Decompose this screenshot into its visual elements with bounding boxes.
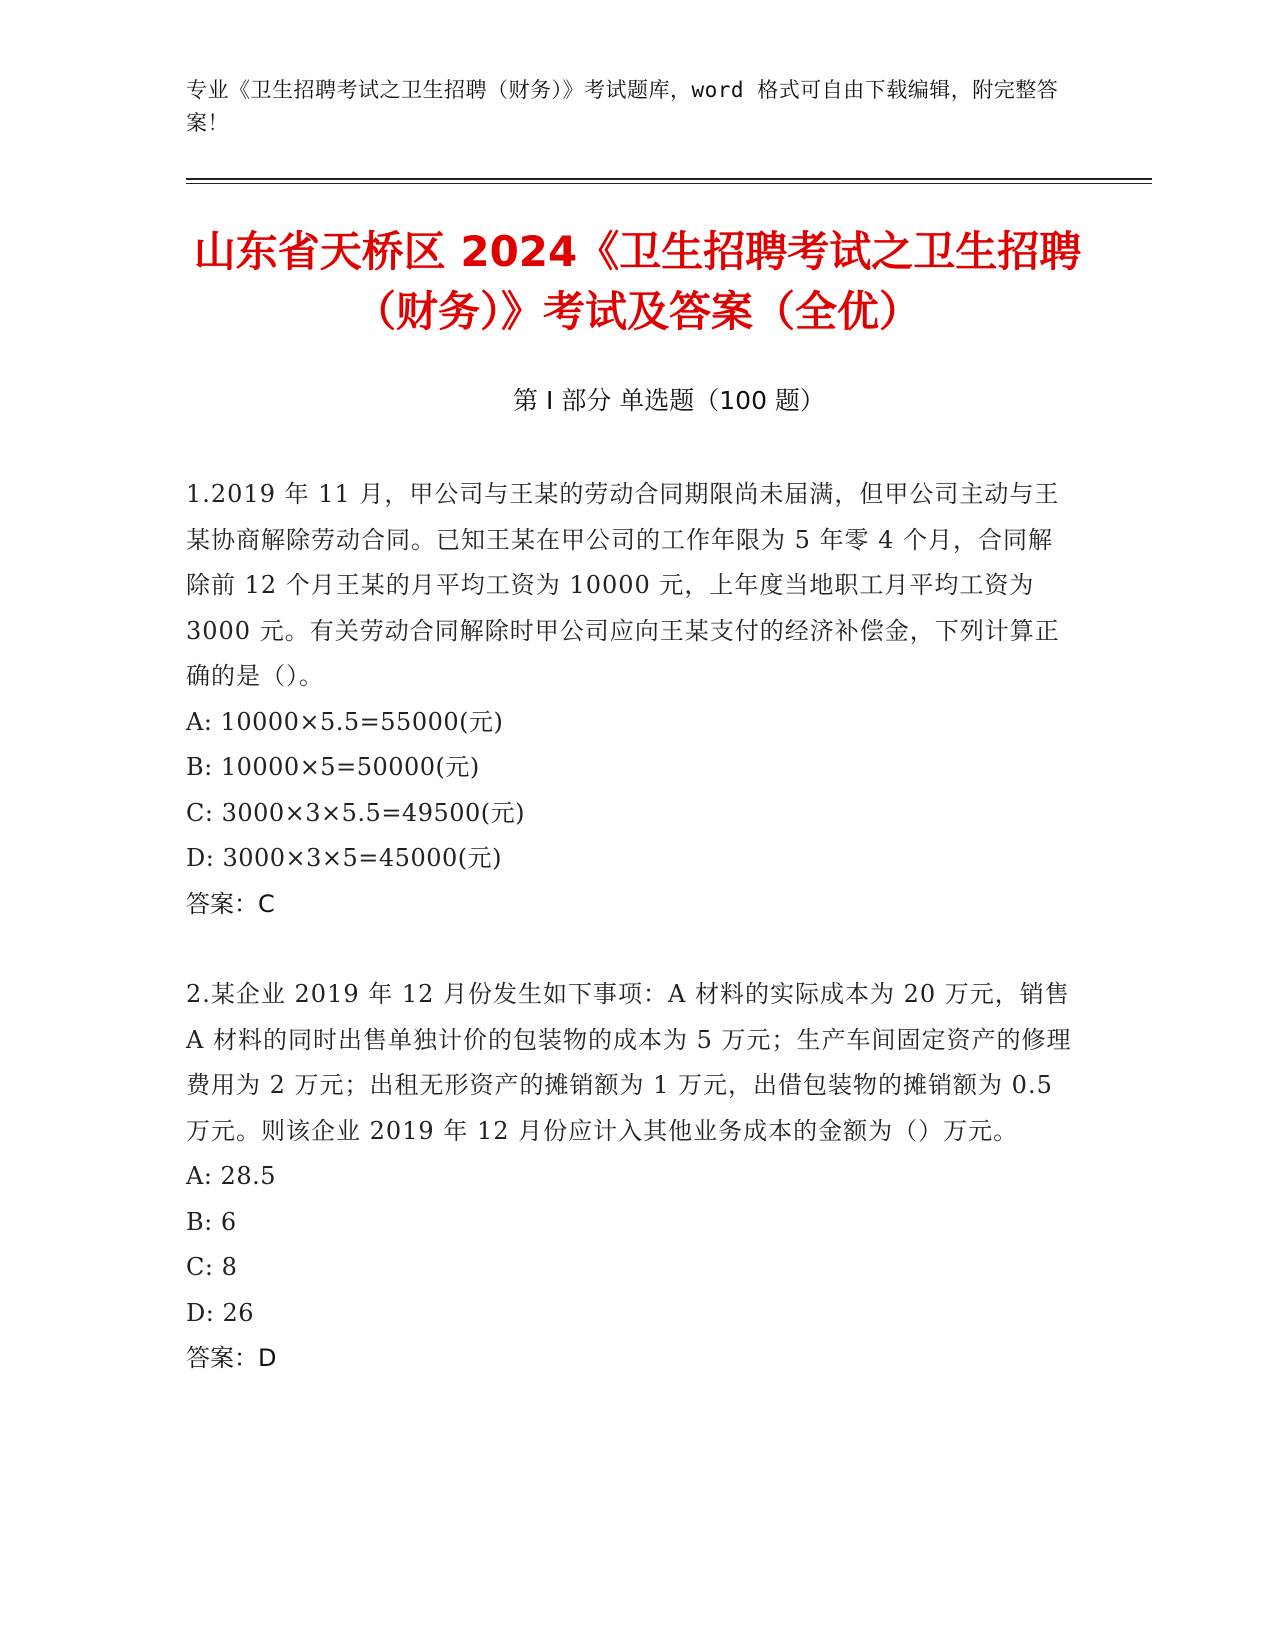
option-c: C: 8 xyxy=(186,1253,238,1281)
question-block xyxy=(186,972,1076,1382)
header-note: 专业《卫生招聘考试之卫生招聘（财务）》考试题库，word 格式可自由下载编辑，附完整答案！ xyxy=(186,78,1059,135)
question-text: 2.某企业 2019 年 12 月份发生如下事项：A 材料的实际成本为 20 万元，销售 A 材料的同时出售单独计价的包装物的成本为 5 万元；生产车间固定资产的修理费用为 2 万元；出租无形资产的摊销额为 1 万元，出借包装物的摊销额为 0.5 万元。则该企业 2019 年 12 月份应计入其他业务成本的金额为（）万元。 xyxy=(186,980,1072,1145)
option-d: D: 26 xyxy=(186,1298,254,1327)
option-c: C: 3000×3×5.5=49500(元) xyxy=(186,798,525,827)
header-divider-thin xyxy=(186,183,1152,184)
question-block xyxy=(186,472,1076,927)
answer: 答案：C xyxy=(186,889,275,918)
document-title: 山东省天桥区 2024《卫生招聘考试之卫生招聘（财务）》考试及答案（全优） xyxy=(193,227,1082,336)
option-a: A: 28.5 xyxy=(186,1162,276,1190)
option-d: D: 3000×3×5=45000(元) xyxy=(186,844,502,872)
option-b: B: 10000×5=50000(元) xyxy=(186,753,480,781)
option-b: B: 6 xyxy=(186,1207,237,1236)
section-title: 第 I 部分 单选题（100 题） xyxy=(513,386,825,415)
answer: 答案：D xyxy=(186,1344,277,1372)
question-text: 1.2019 年 11 月，甲公司与王某的劳动合同期限尚未届满，但甲公司主动与王某协商解除劳动合同。已知王某在甲公司的工作年限为 5 年零 4 个月，合同解除前 12 个月王某的月平均工资为 10000 元，上年度当地职工月平均工资为 3000 元。有关劳动合同解除时甲公司应向王某支付的经济补偿金，下列计算正确的是（）。 xyxy=(186,480,1060,690)
header-divider xyxy=(186,178,1152,180)
option-a: A: 10000×5.5=55000(元) xyxy=(186,707,504,736)
